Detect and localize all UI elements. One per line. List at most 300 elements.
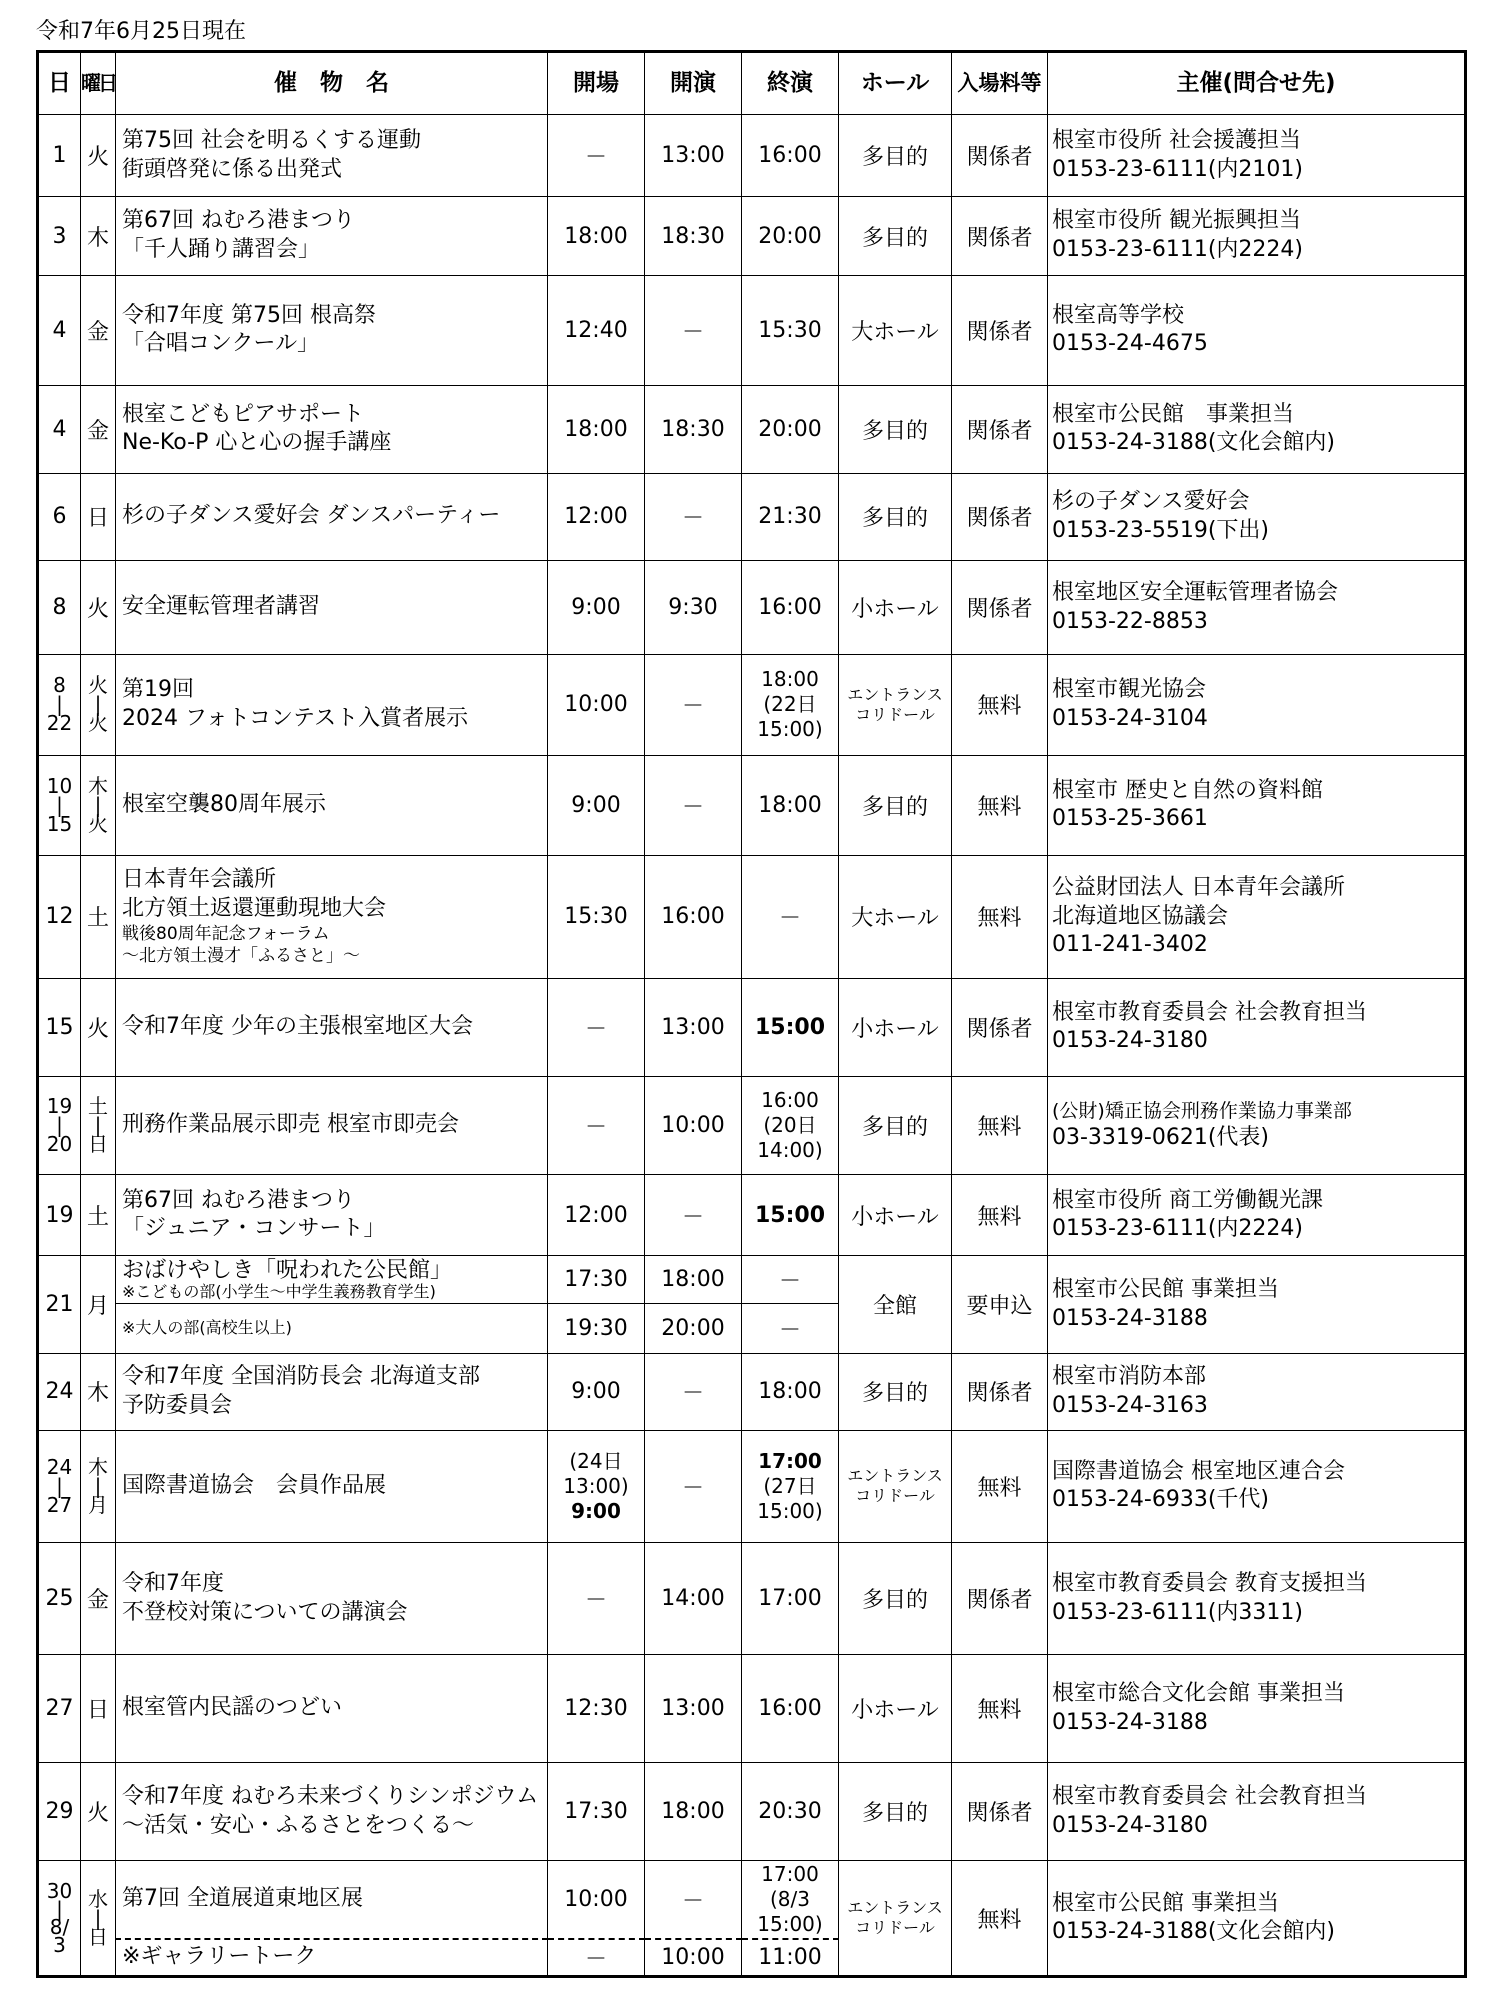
fee-cell: 関係者	[952, 386, 1048, 473]
event-name-line: 予防委員会	[122, 1392, 233, 1418]
organizer-cell	[1048, 560, 1466, 654]
event-name-line: 第7回 全道展道東地区展	[122, 1886, 363, 1912]
day-cell: 24	[38, 1354, 81, 1430]
end-time-cell	[742, 1861, 839, 1939]
event-name-cell	[116, 1354, 548, 1430]
weekday-cell: 金	[81, 275, 116, 385]
header-end: 終演	[742, 52, 839, 115]
open-time-cell: 9:00	[548, 560, 645, 654]
weekday-cell-line: 火	[88, 673, 108, 698]
organizer-line: 0153-24-3163	[1052, 1392, 1208, 1418]
organizer-line: 北海道地区協議会	[1052, 903, 1229, 929]
event-name-cell	[116, 560, 548, 654]
event-name-line: 令和7年度	[122, 1571, 224, 1597]
event-name-line: 刑務作業品展示即売 根室市即売会	[122, 1112, 459, 1138]
end-time-cell	[742, 655, 839, 755]
organizer-line: 公益財団法人 日本青年会議所	[1052, 874, 1345, 900]
header-event: 催 物 名	[116, 52, 548, 115]
organizer-line: 0153-24-3188	[1052, 1709, 1208, 1735]
hall-cell: 多目的	[839, 755, 952, 855]
day-cell	[38, 755, 81, 855]
event-name-line: 根室管内民謡のつどい	[122, 1695, 343, 1721]
event-note-line: ～北方領土漫才「ふるさと」～	[122, 946, 360, 967]
table-row	[38, 1255, 1466, 1303]
event-name-cell	[116, 1861, 548, 1939]
event-name-cell	[116, 275, 548, 385]
organizer-line: 0153-24-6933(千代)	[1052, 1487, 1270, 1513]
start-time-cell: －	[645, 1175, 742, 1255]
organizer-line: 0153-24-3188(文化会館内)	[1052, 1919, 1336, 1945]
hall-cell: 多目的	[839, 1077, 952, 1175]
event-name-cell	[116, 473, 548, 560]
fee-cell: 無料	[952, 655, 1048, 755]
header-fee: 入場料等	[952, 52, 1048, 115]
end-time-cell: 20:00	[742, 386, 839, 473]
weekday-cell: 火	[81, 560, 116, 654]
event-name-line: 不登校対策についての講演会	[122, 1599, 408, 1625]
event-name-line: 日本青年会議所	[122, 867, 277, 893]
start-time-cell: －	[645, 275, 742, 385]
day-cell-line: 10	[46, 773, 73, 798]
hall-cell	[839, 1430, 952, 1542]
end-time-cell-line: 17:00	[758, 1448, 822, 1473]
organizer-line: 0153-24-3188	[1052, 1305, 1208, 1331]
hall-cell: 多目的	[839, 473, 952, 560]
organizer-cell	[1048, 978, 1466, 1076]
end-time-cell: －	[742, 1255, 839, 1303]
table-row	[38, 1354, 1466, 1430]
day-cell-line: 8/	[49, 1915, 70, 1940]
event-name-line: 第67回 ねむろ港まつり	[122, 208, 355, 234]
organizer-line: 0153-22-8853	[1052, 608, 1208, 634]
event-name-cell	[116, 1430, 548, 1542]
day-cell-line: 27	[46, 1492, 73, 1517]
open-time-cell-line: 13:00)	[563, 1473, 629, 1498]
table-row	[38, 1077, 1466, 1175]
organizer-cell	[1048, 856, 1466, 979]
organizer-cell	[1048, 1077, 1466, 1175]
organizer-line: 根室市教育委員会 教育支援担当	[1052, 1571, 1367, 1597]
weekday-cell: 火	[81, 115, 116, 197]
event-name-cell	[116, 1762, 548, 1860]
start-time-cell: 10:00	[645, 1077, 742, 1175]
end-time-cell-line: 14:00)	[757, 1138, 823, 1163]
hall-cell: 大ホール	[839, 275, 952, 385]
day-cell-line: 24	[46, 1454, 73, 1479]
hall-cell: 全館	[839, 1255, 952, 1353]
day-cell-line: |	[56, 1113, 63, 1138]
organizer-line: 0153-24-3180	[1052, 1028, 1208, 1054]
organizer-line: 根室市観光協会	[1052, 677, 1207, 703]
end-time-cell: 20:00	[742, 197, 839, 275]
table-row	[38, 755, 1466, 855]
end-time-cell-line: 16:00	[761, 1088, 819, 1113]
end-time-cell-line: (27日	[763, 1473, 817, 1498]
weekday-cell: 火	[81, 978, 116, 1076]
open-time-cell: 12:00	[548, 1175, 645, 1255]
table-row	[38, 655, 1466, 755]
event-name-line: 「千人踊り講習会」	[122, 237, 321, 262]
fee-cell: 要申込	[952, 1255, 1048, 1353]
organizer-line: 011-241-3402	[1052, 932, 1208, 958]
event-name-line: おばけやしき「呪われた公民館」	[122, 1257, 453, 1283]
organizer-line: 0153-24-3188(文化会館内)	[1052, 430, 1336, 456]
event-name-line: 根室こどもピアサポート	[122, 401, 365, 427]
day-cell	[38, 655, 81, 755]
event-name-line: 「ジュニア・コンサート」	[122, 1216, 386, 1242]
event-note-line: 戦後80周年記念フォーラム	[122, 924, 330, 945]
weekday-cell-line: 日	[88, 1132, 108, 1157]
event-name-cell	[116, 1077, 548, 1175]
organizer-cell	[1048, 275, 1466, 385]
organizer-line: 根室市教育委員会 社会教育担当	[1052, 1784, 1367, 1810]
end-time-cell: 16:00	[742, 560, 839, 654]
event-name-cell	[116, 655, 548, 755]
fee-cell: 関係者	[952, 197, 1048, 275]
event-name-cell	[116, 755, 548, 855]
hall-cell-line: エントランス	[847, 1898, 943, 1918]
day-cell: 8	[38, 560, 81, 654]
end-time-cell: 20:30	[742, 1762, 839, 1860]
end-time-cell-line: 15:00)	[757, 1912, 823, 1937]
hall-cell	[839, 1861, 952, 1977]
open-time-cell: 9:00	[548, 1354, 645, 1430]
header-hall: ホール	[839, 52, 952, 115]
organizer-line: 根室市公民館 事業担当	[1052, 1276, 1279, 1302]
table-row	[38, 197, 1466, 275]
hall-cell: 多目的	[839, 197, 952, 275]
start-time-cell: 18:30	[645, 386, 742, 473]
organizer-cell	[1048, 197, 1466, 275]
weekday-cell-line: 土	[88, 1094, 108, 1119]
end-time-cell: 18:00	[742, 1354, 839, 1430]
start-time-cell: －	[645, 755, 742, 855]
event-name-cell	[116, 978, 548, 1076]
organizer-line: 0153-23-5519(下出)	[1052, 517, 1270, 543]
weekday-cell-line: 火	[88, 811, 108, 836]
header-day: 日	[38, 52, 81, 115]
end-time-cell: 15:00	[742, 1175, 839, 1255]
end-time-cell: 15:00	[742, 978, 839, 1076]
hall-cell: 小ホール	[839, 978, 952, 1076]
organizer-line: 03-3319-0621(代表)	[1052, 1124, 1270, 1150]
organizer-line: 根室市消防本部	[1052, 1364, 1207, 1390]
weekday-cell	[81, 755, 116, 855]
hall-cell: 大ホール	[839, 856, 952, 979]
header-start: 開演	[645, 52, 742, 115]
day-cell: 25	[38, 1543, 81, 1655]
start-time-cell: 16:00	[645, 856, 742, 979]
organizer-line: 根室地区安全運転管理者協会	[1052, 579, 1339, 605]
day-cell: 19	[38, 1175, 81, 1255]
organizer-cell	[1048, 1255, 1466, 1353]
weekday-cell-line: |	[94, 692, 102, 717]
event-name-line: 令和7年度 第75回 根高祭	[122, 302, 376, 328]
weekday-cell: 土	[81, 856, 116, 979]
table-row	[38, 1861, 1466, 1939]
event-name-line: 安全運転管理者講習	[122, 594, 321, 620]
end-time-cell-line: 17:00	[761, 1862, 819, 1887]
weekday-cell	[81, 1861, 116, 1977]
organizer-line: 根室市総合文化会館 事業担当	[1052, 1681, 1345, 1707]
hall-cell: 多目的	[839, 386, 952, 473]
weekday-cell-line: |	[94, 792, 102, 817]
open-time-cell: 17:30	[548, 1762, 645, 1860]
start-time-cell: －	[645, 1430, 742, 1542]
weekday-cell-line: 水	[88, 1886, 108, 1911]
start-time-cell: 18:00	[645, 1762, 742, 1860]
header-weekday: 曜日	[81, 52, 116, 115]
start-time-cell: 20:00	[645, 1304, 742, 1354]
weekday-cell: 月	[81, 1255, 116, 1353]
start-time-cell: 9:30	[645, 560, 742, 654]
weekday-cell	[81, 1430, 116, 1542]
weekday-cell: 日	[81, 473, 116, 560]
organizer-line: 根室市 歴史と自然の資料館	[1052, 777, 1323, 803]
fee-cell: 無料	[952, 1175, 1048, 1255]
start-time-cell: 18:00	[645, 1255, 742, 1303]
weekday-cell-line: 月	[88, 1492, 108, 1517]
organizer-line: 根室市公民館 事業担当	[1052, 401, 1295, 427]
hall-cell	[839, 655, 952, 755]
day-cell: 29	[38, 1762, 81, 1860]
hall-cell-line: エントランス	[847, 1466, 943, 1486]
event-name-line: 国際書道協会 会員作品展	[122, 1472, 387, 1498]
end-time-cell: 16:00	[742, 1655, 839, 1762]
end-time-cell: 11:00	[742, 1939, 839, 1976]
open-time-cell-line: 9:00	[571, 1498, 621, 1523]
day-cell-line: |	[56, 1473, 63, 1498]
event-name-cell	[116, 1655, 548, 1762]
table-row	[38, 1430, 1466, 1542]
table-row	[38, 856, 1466, 979]
organizer-line: 0153-23-6111(内3311)	[1052, 1599, 1304, 1625]
organizer-line: 根室市公民館 事業担当	[1052, 1890, 1279, 1916]
organizer-cell	[1048, 755, 1466, 855]
open-time-cell: －	[548, 1543, 645, 1655]
event-name-cell	[116, 386, 548, 473]
event-name-line: 第19回	[122, 677, 194, 703]
end-time-cell: 17:00	[742, 1543, 839, 1655]
event-note-line: ※こどもの部(小学生～中学生義務教育学生)	[122, 1281, 436, 1301]
day-cell	[38, 1077, 81, 1175]
event-name-cell	[116, 1255, 548, 1303]
hall-cell: 多目的	[839, 1354, 952, 1430]
organizer-cell	[1048, 1430, 1466, 1542]
table-row	[38, 1655, 1466, 1762]
end-time-cell: 15:30	[742, 275, 839, 385]
fee-cell: 関係者	[952, 1354, 1048, 1430]
event-name-line: ～活気・安心・ふるさとをつくる～	[122, 1812, 475, 1838]
day-cell	[38, 1861, 81, 1977]
organizer-line: 国際書道協会 根室地区連合会	[1052, 1458, 1345, 1484]
end-time-cell-line: 18:00	[761, 667, 819, 692]
hall-cell-line: コリドール	[855, 704, 935, 724]
open-time-cell: －	[548, 978, 645, 1076]
header-organizer: 主催(問合せ先)	[1048, 52, 1466, 115]
hall-cell: 小ホール	[839, 1655, 952, 1762]
organizer-cell	[1048, 1543, 1466, 1655]
fee-cell: 関係者	[952, 473, 1048, 560]
table-row	[38, 1543, 1466, 1655]
fee-cell: 無料	[952, 755, 1048, 855]
organizer-line: 0153-24-3180	[1052, 1812, 1208, 1838]
event-schedule-table	[36, 50, 1467, 1978]
event-name-cell	[116, 1304, 548, 1354]
day-cell: 3	[38, 197, 81, 275]
event-name-line: 街頭啓発に係る出発式	[122, 156, 343, 182]
fee-cell: 関係者	[952, 115, 1048, 197]
day-cell-line: 8	[53, 673, 66, 698]
end-time-cell-line: (8/3	[770, 1887, 810, 1912]
day-cell-line: 20	[46, 1132, 73, 1157]
start-time-cell: －	[645, 655, 742, 755]
day-cell-line: |	[56, 692, 63, 717]
day-cell-line: 15	[46, 811, 73, 836]
weekday-cell	[81, 1077, 116, 1175]
weekday-cell: 木	[81, 1354, 116, 1430]
organizer-cell	[1048, 1655, 1466, 1762]
fee-cell: 関係者	[952, 1543, 1048, 1655]
day-cell-line: 3	[53, 1933, 66, 1958]
event-name-line: 杉の子ダンス愛好会 ダンスパーティー	[122, 503, 501, 529]
day-cell: 1	[38, 115, 81, 197]
event-name-line: Ne-Ko-P 心と心の握手講座	[122, 430, 392, 456]
open-time-cell: －	[548, 1939, 645, 1976]
open-time-cell	[548, 1430, 645, 1542]
weekday-cell	[81, 655, 116, 755]
end-time-cell: 16:00	[742, 115, 839, 197]
event-name-cell	[116, 1175, 548, 1255]
event-name-line: 令和7年度 少年の主張根室地区大会	[122, 1014, 473, 1040]
event-name-line: 「合唱コンクール」	[122, 331, 320, 357]
fee-cell: 関係者	[952, 275, 1048, 385]
event-name-line: 第75回 社会を明るくする運動	[122, 128, 421, 154]
event-name-line: 令和7年度 全国消防長会 北海道支部	[122, 1364, 480, 1390]
organizer-line: 根室市役所 観光振興担当	[1052, 208, 1301, 234]
event-name-cell	[116, 856, 548, 979]
weekday-cell-line: 火	[88, 711, 108, 736]
event-name-cell	[116, 197, 548, 275]
day-cell: 4	[38, 386, 81, 473]
start-time-cell: －	[645, 473, 742, 560]
event-name-line: 2024 フォトコンテスト入賞者展示	[122, 705, 469, 731]
day-cell-line: 30	[46, 1879, 73, 1904]
hall-cell-line: コリドール	[855, 1486, 935, 1506]
day-cell-line: 22	[46, 711, 73, 736]
organizer-cell	[1048, 115, 1466, 197]
end-time-cell	[742, 1430, 839, 1542]
event-name-line: 令和7年度 ねむろ未来づくりシンポジウム	[122, 1784, 539, 1810]
open-time-cell: 18:00	[548, 386, 645, 473]
weekday-cell-line: |	[94, 1905, 102, 1930]
document-title: 令和7年6月25日現在	[36, 19, 246, 44]
open-time-cell: 12:30	[548, 1655, 645, 1762]
organizer-line: 根室市役所 社会援護担当	[1052, 128, 1301, 154]
open-time-cell: 19:30	[548, 1304, 645, 1354]
start-time-cell: －	[645, 1861, 742, 1939]
hall-cell: 多目的	[839, 1543, 952, 1655]
day-cell: 15	[38, 978, 81, 1076]
end-time-cell: －	[742, 856, 839, 979]
fee-cell: 関係者	[952, 560, 1048, 654]
header-row	[38, 52, 1466, 115]
header-open: 開場	[548, 52, 645, 115]
weekday-cell-line: |	[94, 1113, 102, 1138]
open-time-cell: 15:30	[548, 856, 645, 979]
end-time-cell: 18:00	[742, 755, 839, 855]
start-time-cell: 13:00	[645, 978, 742, 1076]
start-time-cell: 10:00	[645, 1939, 742, 1976]
open-time-cell: －	[548, 1077, 645, 1175]
end-time-cell-line: (20日	[763, 1113, 817, 1138]
day-cell: 4	[38, 275, 81, 385]
fee-cell: 無料	[952, 856, 1048, 979]
day-cell: 27	[38, 1655, 81, 1762]
hall-cell: 小ホール	[839, 560, 952, 654]
event-name-cell	[116, 1939, 548, 1976]
day-cell: 21	[38, 1255, 81, 1353]
start-time-cell: －	[645, 1354, 742, 1430]
weekday-cell: 火	[81, 1762, 116, 1860]
start-time-cell: 13:00	[645, 1655, 742, 1762]
organizer-line: (公財)矯正協会刑務作業協力事業部	[1052, 1100, 1352, 1123]
organizer-cell	[1048, 655, 1466, 755]
end-time-cell: －	[742, 1304, 839, 1354]
start-time-cell: 13:00	[645, 115, 742, 197]
fee-cell: 無料	[952, 1430, 1048, 1542]
organizer-cell	[1048, 1762, 1466, 1860]
event-name-line: 第67回 ねむろ港まつり	[122, 1187, 355, 1213]
open-time-cell: 18:00	[548, 197, 645, 275]
open-time-cell-line: (24日	[569, 1448, 623, 1473]
organizer-cell	[1048, 1861, 1466, 1977]
day-cell: 12	[38, 856, 81, 979]
day-cell-line: |	[56, 792, 63, 817]
organizer-line: 0153-23-6111(内2224)	[1052, 1216, 1304, 1242]
hall-cell: 多目的	[839, 1762, 952, 1860]
end-time-cell-line: 15:00)	[757, 1498, 823, 1523]
fee-cell: 関係者	[952, 978, 1048, 1076]
fee-cell: 無料	[952, 1655, 1048, 1762]
end-time-cell-line: (22日	[763, 692, 817, 717]
start-time-cell: 14:00	[645, 1543, 742, 1655]
end-time-cell	[742, 1077, 839, 1175]
table-row	[38, 115, 1466, 197]
event-name-line: 根室空襲80周年展示	[122, 792, 326, 818]
table-row	[38, 1175, 1466, 1255]
weekday-cell: 日	[81, 1655, 116, 1762]
event-name-cell	[116, 115, 548, 197]
open-time-cell: 12:40	[548, 275, 645, 385]
table-row	[38, 473, 1466, 560]
day-cell	[38, 1430, 81, 1542]
fee-cell: 無料	[952, 1861, 1048, 1977]
organizer-line: 根室市役所 商工労働観光課	[1052, 1187, 1323, 1213]
table-row	[38, 386, 1466, 473]
organizer-line: 根室市教育委員会 社会教育担当	[1052, 999, 1367, 1025]
event-name-line: ※ギャラリートーク	[122, 1944, 317, 1970]
start-time-cell: 18:30	[645, 197, 742, 275]
end-time-cell: 21:30	[742, 473, 839, 560]
event-name-cell	[116, 1543, 548, 1655]
table-row	[38, 978, 1466, 1076]
weekday-cell: 金	[81, 1543, 116, 1655]
organizer-line: 0153-25-3661	[1052, 806, 1208, 832]
table-row	[38, 1762, 1466, 1860]
fee-cell: 関係者	[952, 1762, 1048, 1860]
weekday-cell: 土	[81, 1175, 116, 1255]
